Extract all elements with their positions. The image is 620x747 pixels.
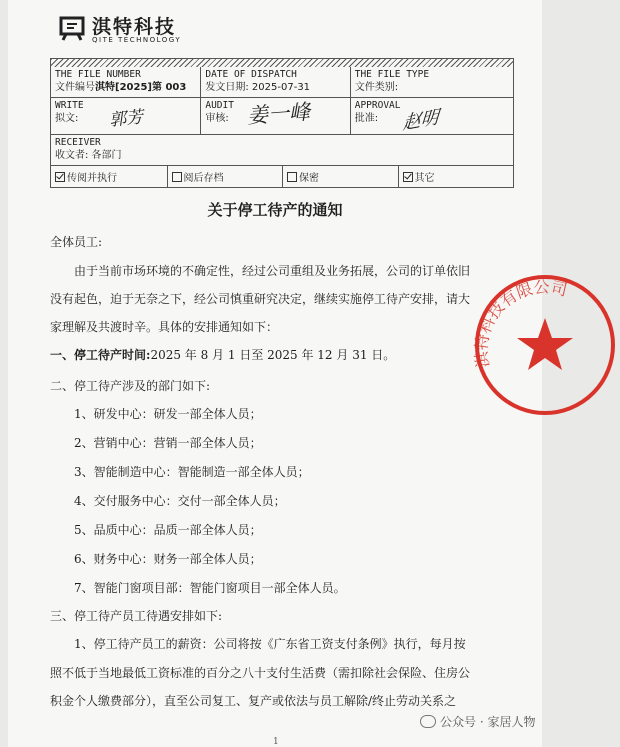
intro-line: 家理解及共渡时辛。具体的安排通知如下： bbox=[50, 320, 279, 334]
file-number-value: 淇特[2025]第 003 bbox=[95, 82, 187, 93]
file-type-cell bbox=[350, 67, 513, 97]
check-label: 其它 bbox=[414, 173, 435, 184]
period-value: 2025 年 8 月 1 日至 2025 年 12 月 31 日。 bbox=[150, 348, 396, 362]
file-type-label-en: THE FILE TYPE bbox=[354, 69, 430, 80]
checkbox-checked-icon bbox=[55, 172, 65, 182]
dispatch-date-value: 2025-07-31 bbox=[251, 82, 311, 93]
receiver-cell bbox=[51, 135, 513, 165]
salutation: 全体员工: bbox=[50, 235, 103, 249]
list-item: 6、财务中心：财务一部全体人员； bbox=[74, 552, 262, 566]
check-confidential[interactable] bbox=[282, 166, 398, 187]
intro-line: 没有起色，迫于无奈之下，经公司慎重研究决定，继续实施停工待产安排，请大 bbox=[50, 292, 471, 306]
receiver-value: 收文者: 各部门 bbox=[55, 150, 122, 161]
checkbox-empty-icon bbox=[172, 172, 182, 182]
approval-label-en: APPROVAL bbox=[354, 100, 401, 111]
dispatch-form bbox=[50, 58, 514, 188]
check-archive[interactable] bbox=[167, 166, 283, 187]
seal-text-path: 淇特科技有限公司 bbox=[471, 277, 570, 369]
write-cell bbox=[51, 98, 200, 134]
write-label-en: WRITE bbox=[55, 100, 84, 111]
brand-name-cn: 淇特科技 bbox=[92, 16, 177, 38]
watermark bbox=[420, 713, 535, 730]
page-number: 1 bbox=[273, 737, 279, 747]
section-heading: 一、停工待产时间: bbox=[50, 348, 151, 362]
list-item: 7、智能门窗项目部：智能门窗项目一部全体人员。 bbox=[74, 581, 346, 595]
seal-star-icon bbox=[517, 318, 573, 370]
list-item: 5、品质中心：品质一部全体人员； bbox=[74, 523, 262, 537]
check-circulate[interactable] bbox=[51, 166, 167, 187]
qite-logo-icon bbox=[58, 14, 86, 42]
write-signature: 郭芳 bbox=[108, 107, 145, 131]
check-label: 传阅并执行 bbox=[67, 173, 117, 184]
notice-title: 关于停工待产的通知 bbox=[207, 201, 343, 219]
form-row-receiver bbox=[50, 135, 514, 166]
list-item: 2、营销中心：营销一部全体人员； bbox=[74, 436, 262, 450]
dispatch-label-en: DATE OF DISPATCH bbox=[205, 69, 297, 80]
audit-signature: 姜一峰 bbox=[246, 99, 312, 129]
wechat-icon bbox=[420, 715, 436, 728]
intro-line: 由于当前市场环境的不确定性，经过公司重组及业务拓展，公司的订单依旧 bbox=[74, 264, 471, 278]
file-type-label-cn: 文件类别: bbox=[354, 82, 399, 93]
dispatch-label-cn: 发文日期: bbox=[205, 82, 249, 93]
checkbox-empty-icon bbox=[287, 172, 297, 182]
audit-cell bbox=[200, 98, 349, 134]
dispatch-date-cell bbox=[200, 67, 349, 97]
check-label: 阅后存档 bbox=[183, 173, 224, 184]
file-number-label-cn: 文件编号 bbox=[55, 82, 95, 93]
section-heading: 三、停工待产员工待遇安排如下: bbox=[50, 609, 223, 623]
audit-label-en: AUDIT bbox=[205, 100, 234, 111]
form-row-file bbox=[50, 67, 514, 98]
file-number-cell bbox=[51, 67, 200, 97]
file-number-label-en: THE FILE NUMBER bbox=[55, 69, 141, 80]
section-heading: 二、停工待产涉及的部门如下: bbox=[50, 379, 211, 393]
approval-label-cn: 批准: bbox=[354, 113, 379, 124]
checkbox-checked-icon bbox=[403, 172, 413, 182]
policy-line: 1、停工待产员工的薪资：公司将按《广东省工资支付条例》执行，每月按 bbox=[74, 637, 466, 651]
write-label-cn: 拟文: bbox=[55, 113, 79, 124]
handling-checkboxes bbox=[50, 166, 514, 188]
audit-label-cn: 审核: bbox=[205, 113, 229, 124]
watermark-text: 公众号 · 家居人物 bbox=[440, 715, 536, 729]
section-period bbox=[50, 346, 395, 363]
policy-line: 照不低于当地最低工资标准的百分之八十支付生活费（需扣除社会保险、住房公 bbox=[50, 666, 471, 680]
form-header-hatch bbox=[50, 58, 514, 67]
form-row-signatures bbox=[50, 98, 514, 135]
policy-line: 积金个人缴费部分），直至公司复工、复产或依法与员工解除/终止劳动关系之 bbox=[50, 694, 457, 708]
list-item: 3、智能制造中心：智能制造一部全体人员； bbox=[74, 465, 310, 479]
document-page bbox=[8, 0, 570, 747]
company-seal bbox=[470, 270, 620, 420]
approval-signature: 赵明 bbox=[401, 106, 440, 135]
check-label: 保密 bbox=[299, 173, 319, 184]
check-other[interactable] bbox=[398, 166, 514, 187]
list-item: 1、研发中心：研发一部全体人员； bbox=[74, 407, 262, 421]
brand-name-en: QITE TECHNOLOGY bbox=[92, 36, 182, 44]
receiver-label-en: RECEIVER bbox=[55, 137, 101, 148]
list-item: 4、交付服务中心：交付一部全体人员； bbox=[74, 494, 286, 508]
approval-cell bbox=[350, 98, 513, 134]
